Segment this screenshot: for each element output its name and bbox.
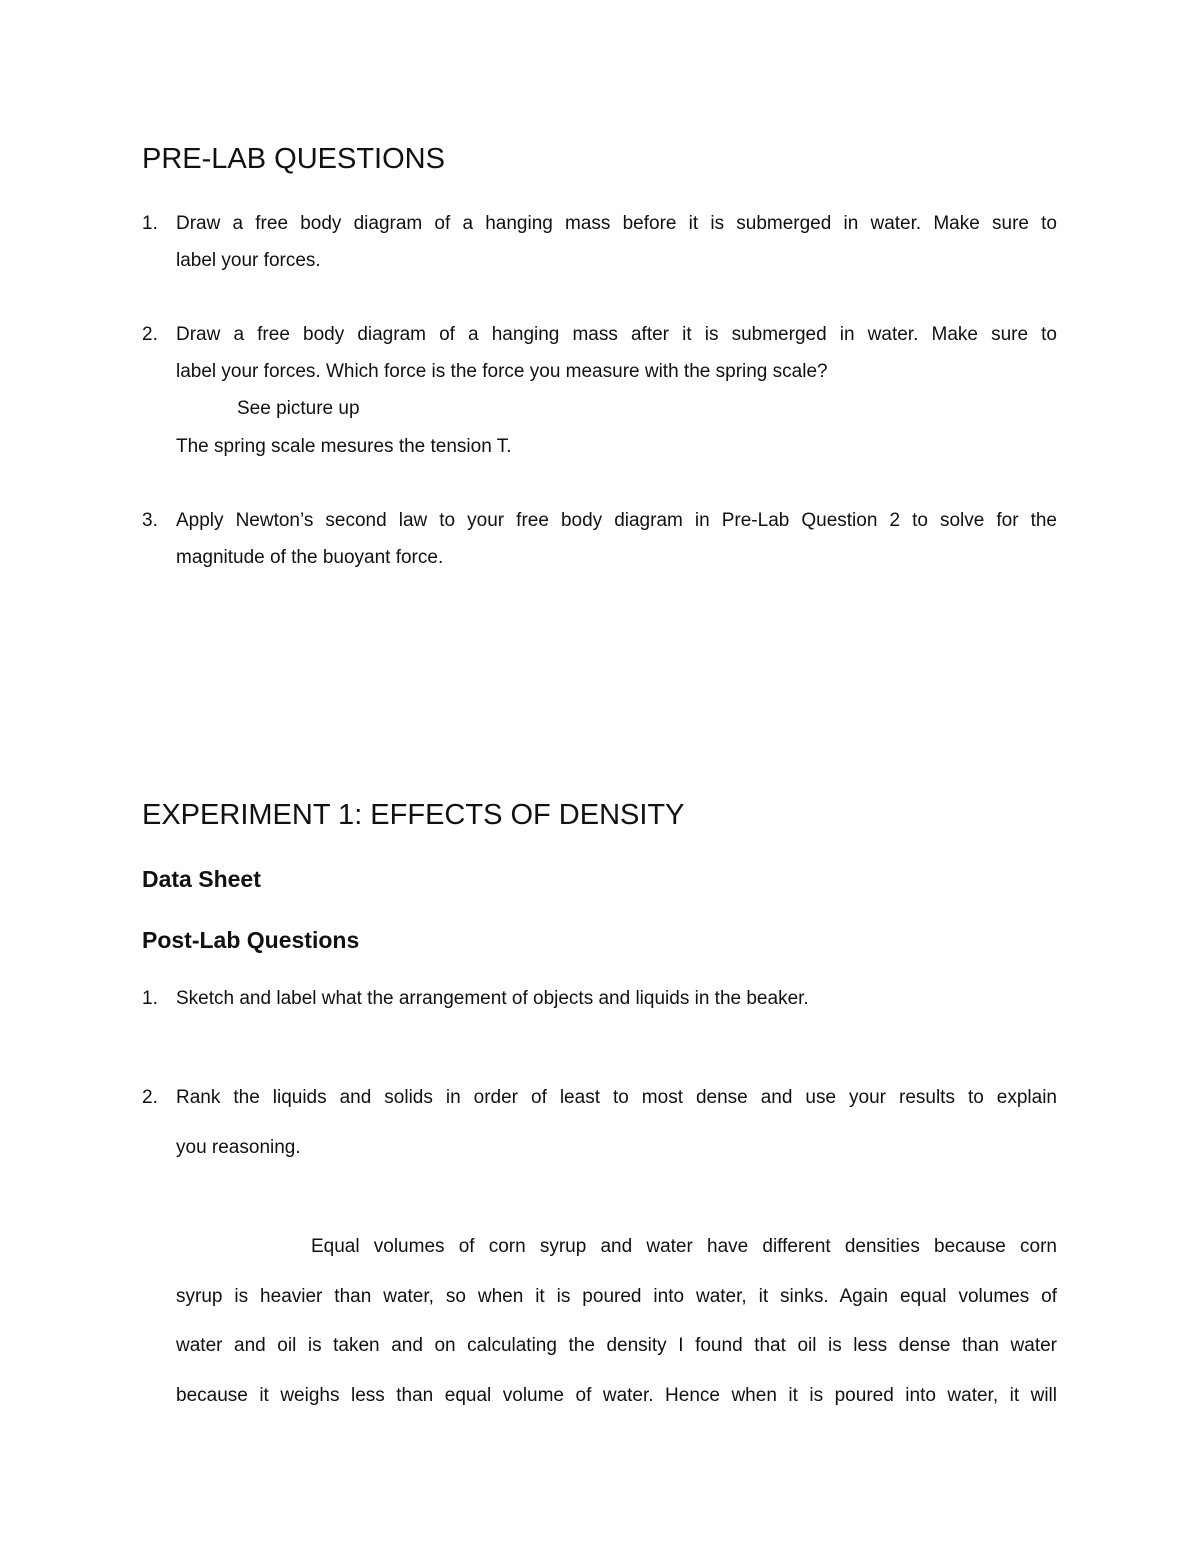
answer-line2: syrup is heavier than water, so when it is poured into water, it sinks. Again equal volumes of xyxy=(176,1286,1057,1307)
prelab-q1-number: 1. xyxy=(142,213,158,234)
postlab-q1-line1: Sketch and label what the arrangement of objects and liquids in the beaker. xyxy=(176,988,809,1009)
prelab-q3-line2: magnitude of the buoyant force. xyxy=(176,547,444,568)
prelab-q2-number: 2. xyxy=(142,324,158,345)
postlab-q1-number: 1. xyxy=(142,988,158,1009)
postlab-q2-number: 2. xyxy=(142,1087,158,1108)
prelab-q1-line1: Draw a free body diagram of a hanging mass before it is submerged in water. Make sure to xyxy=(176,213,1057,234)
prelab-q1-line2: label your forces. xyxy=(176,250,321,271)
answer-line1: Equal volumes of corn syrup and water have different densities because corn xyxy=(311,1236,1057,1257)
prelab-q2-line2: label your forces. Which force is the force you measure with the spring scale? xyxy=(176,361,828,382)
prelab-q2-answer2: The spring scale mesures the tension T. xyxy=(176,436,512,457)
experiment-heading: EXPERIMENT 1: EFFECTS OF DENSITY xyxy=(142,799,685,831)
postlab-heading: Post-Lab Questions xyxy=(142,927,360,953)
postlab-q2-line2: you reasoning. xyxy=(176,1137,301,1158)
postlab-q2-line1: Rank the liquids and solids in order of least to most dense and use your results to explain xyxy=(176,1087,1057,1108)
answer-line4: because it weighs less than equal volume of water. Hence when it is poured into water, it will xyxy=(176,1385,1057,1406)
answer-line3: water and oil is taken and on calculating the density I found that oil is less dense than water xyxy=(176,1335,1057,1356)
prelab-q2-answer1: See picture up xyxy=(237,398,360,419)
data-sheet-heading: Data Sheet xyxy=(142,866,261,892)
prelab-q2-line1: Draw a free body diagram of a hanging mass after it is submerged in water. Make sure to xyxy=(176,324,1057,345)
prelab-heading: PRE-LAB QUESTIONS xyxy=(142,143,445,175)
prelab-q3-line1: Apply Newton’s second law to your free body diagram in Pre-Lab Question 2 to solve for the xyxy=(176,510,1057,531)
prelab-q3-number: 3. xyxy=(142,510,158,531)
